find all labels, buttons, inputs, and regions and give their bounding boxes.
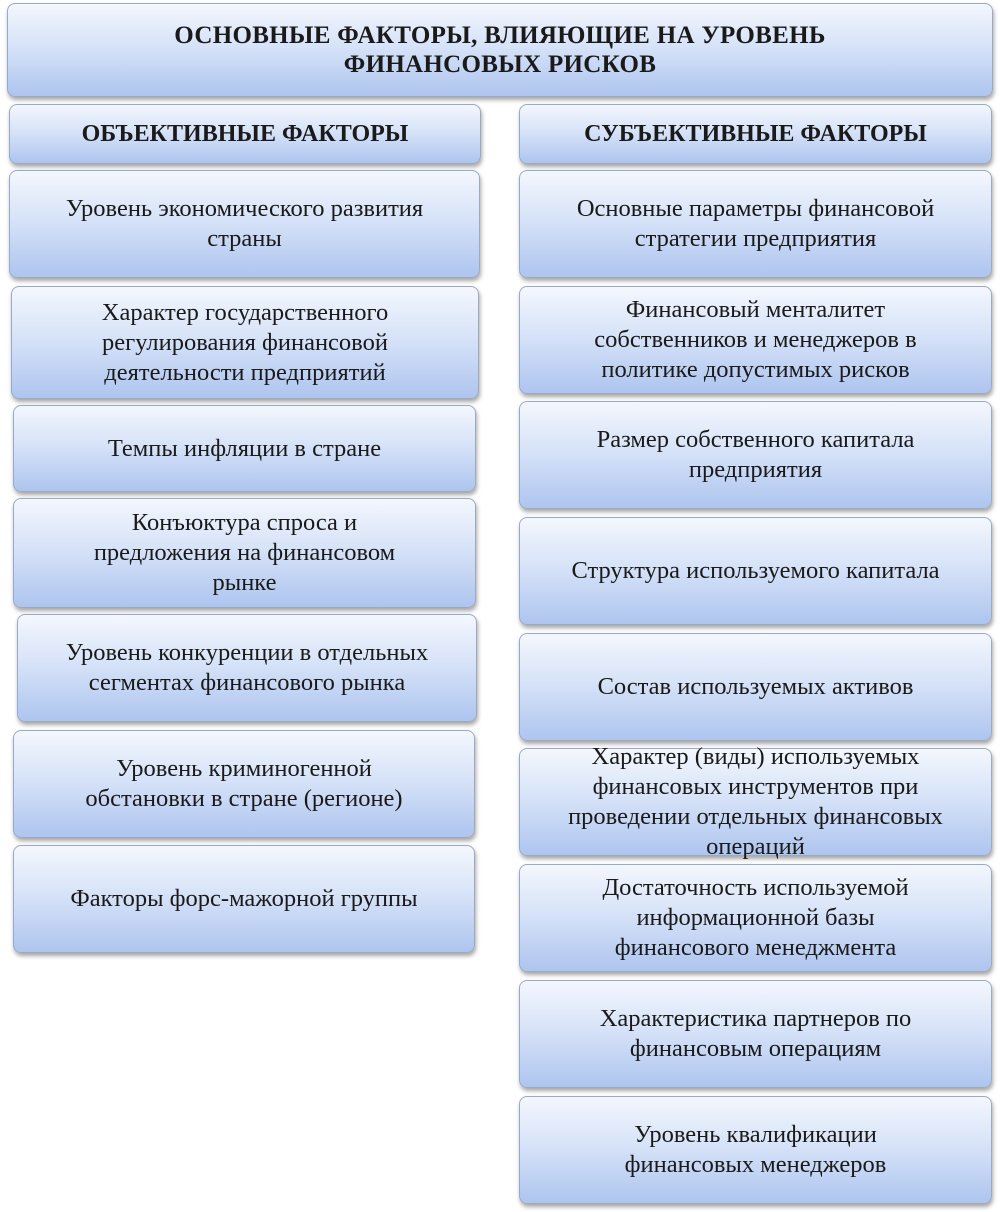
subjective-factor-box: [519, 633, 992, 741]
objective-factor-box: [13, 405, 476, 492]
factor-text-line: Уровень конкуренции в отдельных: [65, 639, 429, 666]
subjective-factor-box: [519, 286, 992, 394]
subjective-factor-box: [519, 170, 992, 278]
factor-text-line: собственников и менеджеров в: [594, 326, 917, 353]
factor-text-line: Структура используемого капитала: [571, 557, 940, 584]
objective-factor-box: [13, 730, 475, 838]
factor-text-line: Состав используемых активов: [597, 673, 914, 700]
factor-text-line: Характеристика партнеров по: [599, 1005, 912, 1032]
subjective-factors-header: [519, 104, 992, 164]
objective-factors-header: [9, 104, 481, 164]
factor-text-line: финансовым операциям: [629, 1035, 882, 1062]
factor-text-line: Основные параметры финансовой: [576, 195, 935, 222]
objective-factor-box: [11, 286, 479, 399]
factor-text-line: страны: [207, 225, 282, 252]
objective-factor-box: [13, 845, 475, 953]
factor-text-line: предложения на финансовом: [93, 539, 396, 566]
subjective-factor-box: [519, 980, 992, 1088]
subjective-factor-box: [519, 1096, 992, 1204]
factor-text-line: политике допустимых рисков: [601, 356, 910, 383]
factor-text-line: Характер (виды) используемых: [591, 743, 920, 770]
factor-text-line: Уровень квалификации: [634, 1121, 877, 1148]
factor-text-line: стратегии предприятия: [634, 225, 877, 252]
factor-text-line: проведении отдельных финансовых: [568, 803, 943, 830]
objective-factor-box: [17, 614, 477, 722]
factor-text-line: Характер государственного: [101, 298, 389, 326]
factor-text-line: предприятия: [688, 456, 823, 483]
factor-text-line: деятельности предприятий: [104, 358, 386, 386]
factor-text-line: финансового менеджмента: [614, 934, 897, 961]
factor-text-line: рынке: [212, 569, 277, 596]
factor-text-line: сегментах финансового рынка: [88, 669, 406, 696]
factor-text-line: Финансовый менталитет: [625, 296, 886, 323]
factor-text-line: финансовых менеджеров: [624, 1151, 887, 1178]
factor-text-line: Факторы форс-мажорной группы: [70, 885, 418, 912]
subjective-factor-box: [519, 517, 992, 625]
objective-factor-box: [9, 170, 480, 278]
objective-factor-box: [13, 498, 476, 608]
factor-text-line: обстановки в стране (регионе): [85, 785, 403, 812]
objective-factors-header-text: ОБЪЕКТИВНЫЕ ФАКТОРЫ: [81, 121, 409, 147]
subjective-factor-box: [519, 864, 992, 972]
factor-text-line: операций: [706, 833, 805, 860]
diagram-title-line-1: ОСНОВНЫЕ ФАКТОРЫ, ВЛИЯЮЩИЕ НА УРОВЕНЬ: [174, 22, 826, 49]
subjective-factor-box: [519, 401, 992, 509]
factor-text-line: регулирования финансовой: [102, 328, 388, 356]
factor-text-line: Размер собственного капитала: [596, 426, 915, 453]
factor-text-line: Уровень экономического развития: [65, 195, 424, 222]
factor-text-line: Уровень криминогенной: [116, 755, 372, 782]
factor-text-line: финансовых инструментов при: [592, 773, 919, 800]
factor-text-line: Темпы инфляции в стране: [107, 434, 382, 462]
diagram-title-box: [7, 3, 993, 97]
factor-text-line: Конъюктура спроса и: [131, 509, 358, 536]
subjective-factors-header-text: СУБЪЕКТИВНЫЕ ФАКТОРЫ: [584, 121, 927, 147]
factor-text-line: Достаточность используемой: [602, 874, 909, 901]
diagram-title-line-2: ФИНАНСОВЫХ РИСКОВ: [343, 51, 657, 78]
factor-text-line: информационной базы: [636, 904, 875, 931]
subjective-factor-box: [519, 743, 992, 860]
